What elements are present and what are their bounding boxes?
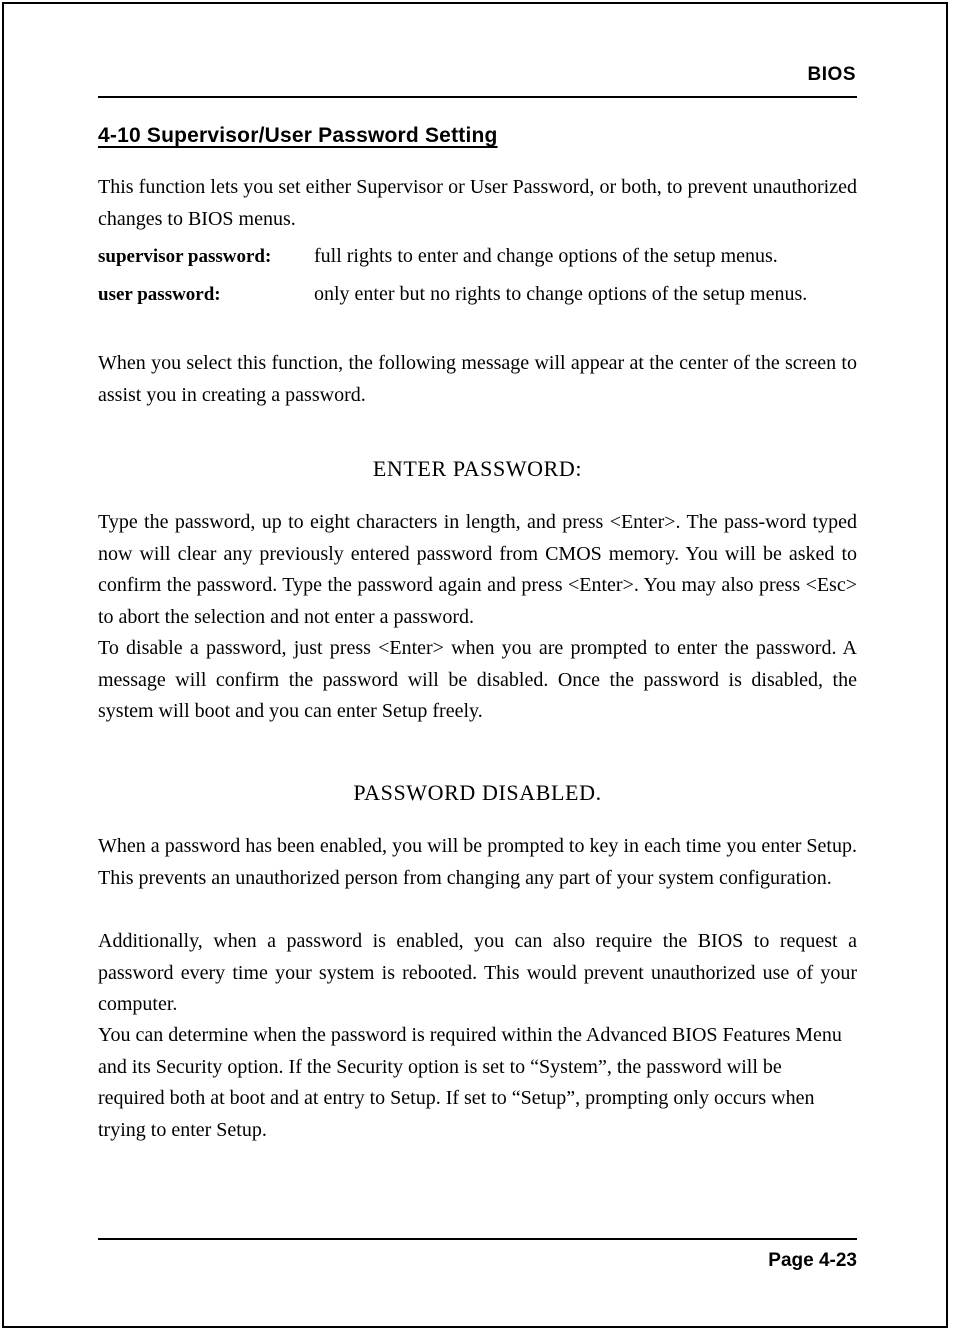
page-number: Page 4-23 (768, 1250, 857, 1271)
intro-paragraph: This function lets you set either Supervisor or User Password, or both, to prevent unauthorized changes to BIOS menus. (98, 176, 857, 230)
enabled-paragraph-3: You can determine when the password is required within the Advanced BIOS Features Menu and its Security option. If the Security option is set to “System”, the password will be required both at boot and at entry to Setup. If set to “Setup”, prompting only occurs when trying to enter Setup. (98, 1024, 842, 1141)
select-message-paragraph: When you select this function, the following message will appear at the center of the screen to assist you in creating a password. (98, 352, 857, 406)
definition-description: full rights to enter and change options of the setup menus. (314, 245, 778, 267)
running-header: BIOS (807, 64, 856, 85)
definition-term: supervisor password: (98, 246, 272, 267)
footer-rule (98, 1238, 857, 1240)
header-rule (98, 96, 857, 98)
password-disabled-prompt: PASSWORD DISABLED. (353, 780, 602, 805)
enabled-paragraph-2: Additionally, when a password is enabled, you can also require the BIOS to request a password every time your system is rebooted. This would prevent unauthorized use of your computer. (98, 930, 857, 1015)
disable-instructions-paragraph: To disable a password, just press <Enter> when you are prompted to enter the password. A message will confirm the password will be disabled. Once the password is disabled, the system will boot and you can enter Setup freely. (98, 637, 857, 722)
enter-instructions-paragraph: Type the password, up to eight characters in length, and press <Enter>. The pass-word typed now will clear any previously entered password from CMOS memory. You will be asked to confirm the password. Type the password again and press <Enter>. You may also press <Esc> to abort the selection and not enter a password. (98, 511, 857, 628)
enter-password-prompt: ENTER PASSWORD: (372, 456, 583, 481)
section-heading: 4-10 Supervisor/User Password Setting (98, 124, 498, 147)
definition-description: only enter but no rights to change options of the setup menus. (314, 283, 808, 305)
definition-term: user password: (98, 284, 221, 305)
enabled-paragraph-1: When a password has been enabled, you will be prompted to key in each time you enter Setup. This prevents an unauthorized person from changing any part of your system configuration. (98, 835, 857, 889)
